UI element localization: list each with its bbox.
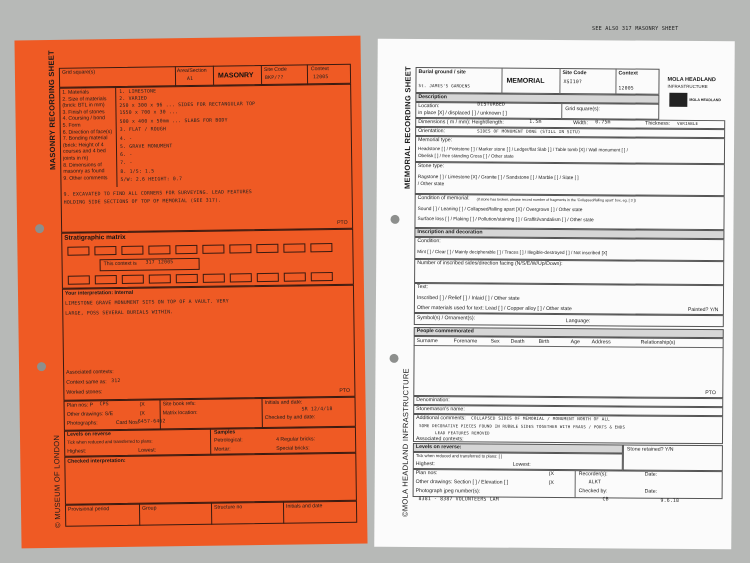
people-col-header: Relationship(s)	[640, 339, 676, 346]
field-item: 3. Finish of stones	[62, 108, 105, 116]
date-value: 9.6.18	[660, 498, 680, 504]
logo-text: INFRASTRUCTURE	[667, 83, 708, 90]
entry-line: 5. GRAVE MONUMENT	[119, 144, 173, 150]
footer-label: Initials and date	[285, 503, 323, 510]
pto-label: PTO	[339, 387, 351, 394]
field-list	[62, 89, 117, 182]
inscribed-options: Inscribed [ ] / Relief [ ] / Inlaid [ ] / Other state	[416, 295, 520, 302]
worked-stones-label: Worked stones:	[66, 389, 103, 396]
area-label: Area/Section	[176, 67, 207, 75]
mortar-label: Mortar:	[214, 446, 231, 453]
recorder-value: ALKT	[588, 480, 602, 486]
condition-options: Surface loss [ ] / Flaking [ ] / Pollution/staining [ ] / Graffiti/vandalism [ ] / Other state	[417, 217, 594, 224]
memorial-type-label: MEMORIAL	[506, 77, 545, 85]
people-col-header: Sex	[490, 338, 500, 345]
pto-label: PTO	[337, 219, 348, 226]
masonry-type-label: MASONRY	[217, 72, 254, 80]
comments-text: SOME DECORATIVE PIECES FOUND IN RUBBLE SIDES TOGETHER WITH FRAGS / PORTS & ENDS	[419, 423, 626, 430]
add-comments-label: Additional comments:	[416, 415, 466, 422]
field-item: 2. Size of materials (brick: BTL in mm)	[62, 95, 107, 109]
people-col-header: Age	[570, 339, 580, 346]
checked-by-label: Checked by and date:	[264, 414, 316, 421]
memorial-type-options: Headstone [ ] / Footstone [ ] / Marker stone [ ] / Ledger/flat Slab [ ] / Table tomb [X] / Wall monument [ ] /	[417, 146, 628, 153]
ins-condition-label: Condition:	[417, 238, 441, 245]
assoc-label: Associated contexts:	[415, 436, 464, 443]
location-label: Location:	[418, 103, 440, 110]
entry-line: HOLDING SIDE SECTIONS OF TOP OF MEMORIAL (SEE 317).	[63, 198, 222, 206]
pto-label: PTO	[705, 390, 716, 397]
condition-options: Sound [ ] / Leaning [ ] / Collapsed/falling apart [X] / Overgrown [ ] / Other state	[417, 207, 583, 214]
x-mark: (X	[548, 479, 554, 487]
field-item: 6. Direction of face(s)	[62, 128, 113, 136]
width-label: Width:	[573, 120, 588, 127]
entry-line: 3. FLAT / ROUGH	[119, 127, 167, 133]
site-code-label: Site Code	[263, 66, 287, 73]
inscription-label: Inscription and decoration	[417, 229, 483, 236]
top-note: SEE ALSO 317 MASONRY SHEET	[592, 26, 679, 32]
stone-type-label: Stone type:	[417, 163, 445, 170]
footer-label: Provisional period	[67, 506, 110, 513]
date-label: Date:	[644, 471, 658, 478]
burial-label: Burial ground / site	[418, 69, 466, 76]
punch-hole	[35, 224, 44, 233]
field-item: 8. Dimensions of masonry as found	[63, 161, 105, 175]
field-item: 5. Form	[62, 122, 81, 129]
field-item: (brick: Height of 4 courses and 4 bed joints in m)	[62, 141, 106, 162]
interpretation-label: Your interpretation: Internal	[64, 289, 134, 297]
stonemason-label: Stonemason's name:	[416, 406, 465, 413]
plan-nos-label: Plan nos: P	[66, 402, 94, 409]
mola-logo	[667, 76, 721, 119]
context-label: Context	[618, 70, 638, 77]
lowest-label: Lowest:	[512, 461, 531, 468]
levels-label: Levels on reverse:	[415, 444, 462, 451]
punch-hole	[390, 354, 399, 363]
this-context-label: This context is	[103, 260, 137, 268]
logo-text: MOLA HEADLAND	[667, 76, 716, 84]
checked-by-label: Checked by:	[578, 488, 608, 495]
special-bricks-label: Special bricks:	[276, 445, 310, 452]
painted-label: Painted? Y/N	[687, 306, 719, 314]
condition-label: Condition of memorial:	[417, 195, 470, 202]
plan-nos-label: Plan nos:	[415, 470, 438, 477]
field-item: 4. Coursing / bond	[62, 115, 106, 123]
context-label: Context	[310, 66, 329, 73]
interpretation-text: LIMESTONE GRAVE MONUMENT SITS ON TOP OF A VAULT. VERY	[65, 299, 229, 307]
grid-label: Grid square(s)	[61, 69, 96, 76]
checked-value: CB	[602, 497, 609, 503]
same-as-value: 312	[111, 378, 121, 385]
x-mark: (X	[139, 410, 145, 417]
tick-label: Tick when reduced and transferred to plans: [ ]	[415, 453, 503, 459]
stone-retained-label: Stone retained? Y/N	[626, 446, 674, 453]
masonry-copyright: © MUSEUM OF LONDON	[51, 434, 63, 528]
condition-note: (if stone has broken, please record number of fragments in the 'Collapsed/falling apart' box, eg. [ 3 ])	[476, 197, 636, 203]
entry-line: 9. EXCAVATED TO FIND ALL CORNERS FOR SURVEYING. LEAD FEATURES	[63, 190, 253, 198]
location-value: DISTURBED	[477, 102, 506, 108]
card-value: 6457-6462	[137, 419, 166, 425]
context-value: 12005	[618, 86, 634, 92]
entry-line: 500 x 400 x 50mm ... SLABS FOR BODY	[119, 118, 228, 125]
ins-condition-options: Mint [ ] / Clear [ ] / Mainly decipherable [ ] / Traces [ ] / Illegible-destroyed [ ] / Not inscribed [X]	[417, 249, 608, 256]
dimensions-label: Dimensions ( m / mm): Height/length:	[418, 119, 504, 126]
symbols-label: Symbol(s) / Ornament(s):	[416, 315, 476, 322]
orientation-value: SIDES OF MONUMENT DONE (STILL IN SITU)	[477, 128, 581, 135]
entry-line: 2. VARIED	[119, 96, 148, 102]
people-label: People commemorated	[416, 328, 474, 335]
assoc-label: Associated contexts:	[66, 369, 114, 376]
memorial-vertical-title: MEMORIAL RECORDING SHEET	[402, 66, 413, 190]
site-code-value: BKP/??	[264, 75, 284, 81]
masonry-vertical-title: MASONRY RECORDING SHEET	[46, 50, 58, 170]
this-context-value: 317 12005	[145, 260, 174, 266]
highest-label: Highest:	[67, 448, 87, 455]
context-value: 12005	[312, 75, 329, 81]
in-place-options: in place [X] / displaced [ ] / unknown [ ]	[418, 110, 507, 117]
entry-line: 6. -	[120, 152, 133, 158]
masonry-entries	[119, 88, 256, 186]
people-col-header: Forename	[453, 338, 478, 345]
entry-line: 4. -	[119, 136, 133, 142]
language-label: Language:	[565, 318, 591, 325]
strat-label: Stratigraphic matrix	[64, 233, 126, 242]
people-col-header: Death	[510, 338, 525, 345]
comments-text: COLLAPSED SIDES OF MEMORIAL / MONUMENT NORTH OF ALL	[471, 415, 610, 422]
stone-type-options: / Other state	[417, 182, 445, 188]
field-item: 9. Other comments	[63, 174, 108, 182]
site-code-label: Site Code	[562, 70, 587, 77]
x-mark: (X	[139, 401, 145, 408]
levels-label: Levels on reverse	[66, 431, 111, 438]
logo-text: MOLA HEADLAND	[689, 97, 721, 103]
area-value: A1	[186, 76, 194, 83]
highest-label: Highest:	[415, 461, 435, 468]
same-as-label: Context same as:	[66, 379, 107, 386]
thickness-value: VARIABLE	[677, 120, 699, 126]
thickness-label: Thickness:	[645, 120, 671, 127]
petrological-label: Petrological:	[214, 437, 243, 444]
width-value: 0.75m	[595, 120, 611, 126]
footer-label: Group	[141, 505, 157, 512]
photo-value: 8381 - 8387 VOLUNTEERS CAM	[418, 497, 499, 503]
card-nos-label: Card Nos:	[115, 419, 140, 427]
memorial-type-label: Memorial type:	[418, 137, 453, 144]
denomination-label: Denomination:	[416, 397, 450, 404]
memorial-sheet	[374, 39, 735, 549]
people-col-header: Address	[591, 339, 611, 346]
other-drawings-label: Other drawings: S/E	[66, 411, 114, 418]
burial-value: St. JAMES'S GARDENS	[418, 83, 471, 89]
initials-date-label: Initials and date:	[264, 399, 303, 406]
stone-type-options: Ragstone [ ] / Limestone [X] / Granite [ ] / Sandstone [ ] / Marble [ ] / Slate [ ]	[417, 175, 579, 182]
memorial-type-options: Obelisk [ ] / free standing Cross [ ] / Other state	[417, 153, 514, 159]
orientation-label: Orientation:	[418, 128, 445, 135]
interpretation-text: LARGE, POSS SEVERAL BURIALS WITHIN.	[65, 310, 174, 317]
people-col-header: Birth	[538, 338, 550, 345]
photographs-label: Photographs:	[66, 420, 98, 427]
entry-line: 1. LIMESTONE	[119, 89, 157, 95]
punch-hole	[390, 215, 399, 224]
entry-line: 1550 x 700 x 30 ...	[119, 110, 179, 116]
x-mark: (X	[548, 470, 554, 478]
date-label: Date:	[644, 488, 658, 495]
tick-label: Tick when reduced and transferred to plans:	[67, 438, 153, 445]
sides-label: Number of inscribed sides/direction facing (N/S/E/W/Up/Down):	[417, 260, 563, 268]
plan-value: CPS	[99, 402, 109, 408]
people-col-header: Surname	[416, 338, 438, 345]
matrix-loc-label: Matrix location:	[162, 409, 198, 417]
footer-label: Structure no	[213, 504, 243, 511]
initials-value: SR 12/4/18	[301, 407, 333, 413]
masonry-sheet	[14, 36, 367, 549]
logo-icon	[669, 93, 687, 107]
checked-interp-label: Checked interpretation:	[67, 457, 126, 465]
entry-line: 7. -	[120, 160, 133, 166]
site-code-value: XSI10?	[563, 80, 583, 86]
other-materials: Other materials used for text: Lead [ ] / Copper alloy [ ] / Other state	[416, 305, 572, 313]
photo-label: Photograph jpeg number(s):	[415, 488, 481, 495]
punch-hole	[37, 362, 46, 371]
comments-text: LEAD FEATURES REMOVED	[435, 430, 490, 436]
height-value: 1.5m	[529, 119, 542, 125]
samples-label: Samples	[213, 429, 236, 436]
other-drawings-label: Other drawings: Section [ ] / Elevation [ ]	[415, 479, 509, 486]
text-label: Text:	[417, 284, 429, 291]
description-label: Description	[418, 94, 447, 101]
regular-bricks-label: 4 Regular bricks:	[276, 436, 316, 443]
entry-line: 5/W: 2.6 HEIGHT: 0.7	[120, 177, 183, 183]
memorial-copyright: ©MOLA HEADLAND INFRASTRUCTURE	[400, 368, 411, 517]
recorders-label: Recorder(s):	[578, 471, 608, 478]
field-item: 1. Materials	[62, 89, 90, 96]
lowest-label: Lowest:	[138, 447, 157, 454]
entry-line: 8. 1/S: 1.5	[120, 169, 155, 175]
site-book-label: Site book refs:	[162, 400, 196, 408]
entry-line: 250 x 300 x 96 ... SIDES FOR RECTANGULAR TOP	[119, 102, 256, 109]
field-item: 7. Bonding material	[62, 135, 108, 142]
grid-squares-label: Grid square(s):	[565, 106, 600, 113]
